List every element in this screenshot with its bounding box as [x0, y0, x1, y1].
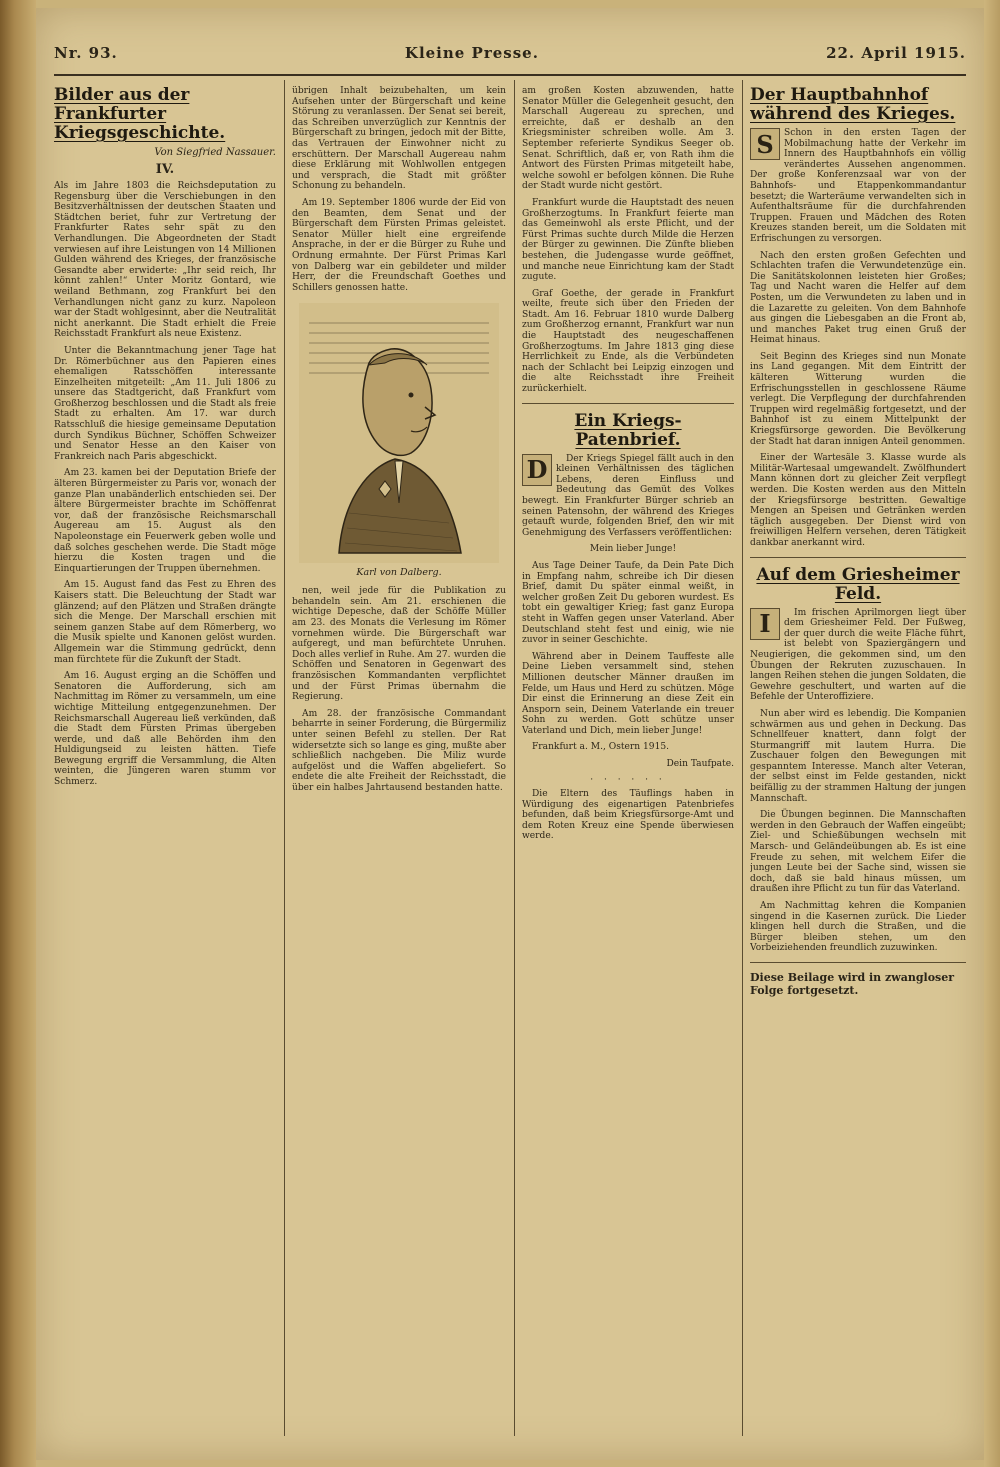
- paragraph: Am 15. August fand das Fest zu Ehren des Kaisers statt. Die Beleuchtung der Stadt war glänzend; auf den Plätzen und Straßen drängte sich die Menge. Der Marschall erschien mit seinem ganzen Stabe auf dem Römerberg, wo die Musik spielte und Kanonen gelöst wurden. Allgemein war die Stimmung gedrückt, denn man fürchtete für die Zukunft der Stadt.: [54, 580, 276, 665]
- issue-date: 22. April 1915.: [826, 44, 966, 62]
- paragraph: Aus Tage Deiner Taufe, da Dein Pate Dich in Empfang nahm, schreibe ich Dir diesen Brief, damit Du später einmal weißt, in welcher großen Zeit Du geboren wurdest. Es tobt ein gewaltiger Krieg; fast ganz Europa steht in Waffen gegen unser Vaterland. Aber Deutschland steht fest und einig, wie nie zuvor in seiner Geschichte.: [522, 560, 734, 646]
- paragraph: Graf Goethe, der gerade in Frankfurt weilte, freute sich über den Frieden der Stadt. Am 16. Februar 1810 wurde Dalberg zum Großherzog ernannt, Frankfurt war nun die Hauptstadt des neugeschaffenen Großherzogtums. Im Jahre 1813 ging diese Herrlichkeit zu Ende, als die Verbündeten nach der Schlacht bei Leipzig einzogen und die alte Reichsstadt ihre Freiheit zurückerhielt.: [522, 288, 734, 395]
- paragraph: Frankfurt wurde die Hauptstadt des neuen Großherzogtums. In Frankfurt feierte man das Gemeinwohl als erste Pflicht, und der Fürst Primas suchte durch Milde die Herzen der Bürger zu gewinnen. Die Zünfte blieben bestehen, die Judengasse wurde geöffnet, und manche neue Einrichtung kam der Stadt zugute.: [522, 197, 734, 283]
- paragraph: Nach den ersten großen Gefechten und Schlachten trafen die Verwundetenzüge ein. Die Sanitätskolonnen leisteten hier Großes; Tag und Nacht waren die Helfer auf dem Posten, um die Verwundeten zu laben und in die Lazarette zu geleiten. Von dem Bahnhofe aus gingen die Liebesgaben an die Front ab, und manches Paket trug einen Gruß der Heimat hinaus.: [750, 250, 966, 346]
- column-rule: [742, 80, 743, 1436]
- paragraph: Die Eltern des Täuflings haben in Würdigung des eigenartigen Patenbriefes befunden, daß beim Kriegsfürsorge-Amt und dem Roten Kreuz eine Spende überwiesen werde.: [522, 789, 734, 842]
- portrait-caption: Karl von Dalberg.: [356, 567, 442, 579]
- drop-cap: S: [750, 128, 780, 160]
- article-title: Auf dem Griesheimer Feld.: [756, 564, 960, 604]
- article-separator: [750, 962, 966, 963]
- signature: Dein Taufpate.: [666, 759, 734, 770]
- paragraph: Schon in den ersten Tagen der Mobilmachung hatte der Verkehr im Innern des Hauptbahnhofs ein völlig verändertes Aussehen angenommen. Der große Konferenzsaal war von der Bahnhofs- und Etappenkommandantur besetzt; die Warteräume verwandelten sich in Aufenthaltsräume für die durchfahrenden Truppen. Frauen und Mädchen des Roten Kreuzes standen bereit, um die Soldaten mit Erfrischungen zu versorgen.: [750, 128, 966, 244]
- paragraph: Im frischen Aprilmorgen liegt über dem Griesheimer Feld. Der Fußweg, der quer durch die weite Fläche führt, ist belebt von Spaziergängern und Neugierigen, die gekommen sind, um den Übungen der Rekruten zuzuschauen. In langen Reihen stehen die jungen Soldaten, die Gewehre geschultert, und warten auf die Befehle der Unteroffiziere.: [750, 607, 966, 703]
- paragraph: nen, weil jede für die Publikation zu behandeln sein. Am 21. erschienen die wichtige Depesche, daß der Schöffe Müller am 23. des Monats die Verlesung im Römer vornehmen würde. Die Bürgerschaft war aufgeregt, und man befürchtete Unruhen. Doch alles verlief in Ruhe. Am 27. wurden die Schöffen und Senatoren in Gegenwart des französischen Kommandanten verpflichtet und der Fürst Primas übernahm die Regierung.: [292, 586, 506, 703]
- article-title: Der Hauptbahnhof während des Krieges.: [750, 86, 956, 124]
- book-spine: [0, 0, 36, 1467]
- paragraph: am großen Kosten abzuwenden, hatte Senator Müller die Gelegenheit gesucht, den Marschall Augereau zu sprechen, und erreichte, daß er deshalb an den Kriegsminister schreiben wolle. Am 3. September referierte Syndikus Seeger ob. Senat. Schriftlich, daß er, von Rath ihm die Antwort des Fürsten Primas mitgeteilt habe, welche sowohl er befolgen können. Die Ruhe der Stadt wurde nicht gestört.: [522, 86, 734, 192]
- drop-cap: D: [522, 454, 552, 486]
- dateline: Frankfurt a. M., Ostern 1915.: [532, 742, 670, 753]
- byline: Von Siegfried Nassauer.: [154, 147, 276, 158]
- issue-number: Nr. 93.: [54, 44, 118, 62]
- article-title: Bilder aus der Frankfurter Kriegsgeschichte.: [54, 86, 226, 143]
- paragraph: Der Kriegs Spiegel fällt auch in den kleinen Verhältnissen des täglichen Lebens, deren Einfluss und Bedeutung das Gemüt des Volkes bewegt. Ein Frankfurter Bürger schrieb an seinen Patensohn, der während des Krieges getauft wurde, folgenden Brief, den wir mit Genehmigung des Verfassers veröffentlichen:: [522, 453, 734, 538]
- footer-note: Diese Beilage wird in zwangloser Folge fortgesetzt.: [750, 970, 955, 997]
- paragraph: Am 23. kamen bei der Deputation Briefe der älteren Bürgermeister zu Paris vor, wonach der ganze Plan unabänderlich entschieden sei. Der ältere Bürgermeister brachte im Schöffenrat vor, daß der französische Reichsmarschall Augereau am 15. August als den Napoleonstage ein Feuerwerk geben wolle und daß solches geschehen werde. Die Stadt möge hierzu die Kosten tragen und die Einquartierungen der Truppen übernehmen.: [54, 468, 276, 574]
- paragraph: Während aber in Deinem Tauffeste alle Deine Lieben versammelt sind, stehen Millionen deutscher Männer draußen im Felde, um Haus und Herd zu schützen. Möge Dir einst die Erinnerung an diese Zeit ein Ansporn sein, Deinem Vaterlande ein treuer Sohn zu werden. Gott schütze unser Vaterland und Dich, mein lieber Junge!: [522, 651, 734, 736]
- drop-cap: I: [750, 608, 780, 640]
- column-rule: [284, 80, 285, 1436]
- salutation: Mein lieber Junge!: [589, 544, 677, 555]
- paragraph: Am 16. August erging an die Schöffen und Senatoren die Aufforderung, sich am Nachmittag im Römer zu versammeln, um eine wichtige Mitteilung entgegenzunehmen. Der Reichsmarschall Augereau ließ verkünden, daß die Stadt dem Fürsten Primas übergeben werde, und daß alle Behörden ihm den Huldigungseid zu leisten hätten. Tiefe Bewegung ergriff die Versammlung, die Alten weinten, die Jüngeren waren stumm vor Schmerz.: [54, 671, 276, 788]
- paragraph: übrigen Inhalt beizubehalten, um kein Aufsehen unter der Bürgerschaft und keine Störung zu veranlassen. Der Senat sei bereit, das Schreiben unverzüglich zur Kenntnis der Bürgerschaft zu bringen, jedoch mit der Bitte, das Vertrauen der Einwohner nicht zu erschüttern. Der Marschall Augereau nahm diese Erklärung mit Wohlwollen entgegen und versprach, die Stadt mit größter Schonung zu behandeln.: [292, 86, 506, 192]
- paragraph: Einer der Wartesäle 3. Klasse wurde als Militär-Wartesaal umgewandelt. Zwölfhundert Mann können dort zu gleicher Zeit verpflegt werden. Die Kosten werden aus den Mitteln der Kriegsfürsorge bestritten. Gewaltige Mengen an Speisen und Getränken werden täglich ausgegeben. Der Dienst wird von freiwilligen Helfern versehen, deren Tätigkeit dankbar anerkannt wird.: [750, 453, 966, 548]
- column-4: [750, 86, 966, 1432]
- section-number: IV.: [155, 162, 175, 177]
- paragraph: Die Übungen beginnen. Die Mannschaften werden in den Gebrauch der Waffen eingeübt; Ziel- und Schießübungen wechseln mit Marsch- und Geländeübungen ab. Es ist eine Freude zu sehen, mit welchem Eifer die jungen Leute bei der Sache sind, wissen sie doch, daß sie bald hinaus müssen, um draußen ihre Pflicht zu tun für das Vaterland.: [750, 810, 966, 895]
- column-rule: [514, 80, 515, 1436]
- paragraph: Unter die Bekanntmachung jener Tage hat Dr. Römerbüchner aus den Papieren eines ehemaligen Ratsschöffen interessante Einzelheiten mitgeteilt: „Am 11. Juli 1806 zu unsere das Stadtgericht, daß Frankfurt vom Großherzog beschlossen und die Stadt als freie Stadt zu erhalten. Am 17. war durch Ratsschluß die hiesige gemeinsame Deputation durch Syndikus Büchner, Schöffen Schweizer und Senator Hesse an den Kaiser von Frankreich nach Paris abgeschickt.: [54, 345, 276, 462]
- article-title: Ein Kriegs-Patenbrief.: [574, 410, 682, 450]
- paragraph: Am Nachmittag kehren die Kompanien singend in die Kasernen zurück. Die Lieder klingen hell durch die Straßen, und die Bürger bleiben stehen, um den Vorbeiziehenden freundlich zuzuwinken.: [750, 901, 966, 954]
- paragraph: Seit Beginn des Krieges sind nun Monate ins Land gegangen. Mit dem Eintritt der kälteren Witterung wurden die Erfrischungsstellen in geschlossene Räume verlegt. Die Verpflegung der durchfahrenden Truppen wird regelmäßig fortgesetzt, und der Bahnhof ist zu einem Mittelpunkt der Kriegsfürsorge geworden. Die Bevölkerung der Stadt hat daran innigen Anteil genommen.: [750, 351, 966, 447]
- newspaper-page: [36, 8, 984, 1460]
- column-2: [292, 86, 506, 1432]
- page-edge: [984, 0, 1000, 1467]
- article-separator: [750, 557, 966, 558]
- masthead: [54, 32, 966, 76]
- paragraph: Am 19. September 1806 wurde der Eid von den Beamten, dem Senat und der Bürgerschaft dem Fürsten Primas geleistet. Senator Müller hielt eine ergreifende Ansprache, in der er die Bürger zu Ruhe und Ordnung ermahnte. Der Fürst Primas Karl von Dalberg war ein gebildeter und milder Herr, der die Freundschaft Goethes und Schillers genossen hatte.: [292, 197, 506, 293]
- paper-name: Kleine Presse.: [404, 44, 539, 62]
- divider: · · · · · ·: [590, 775, 666, 786]
- paragraph: Nun aber wird es lebendig. Die Kompanien schwärmen aus und gehen in Deckung. Das Schnellfeuer knattert, dann folgt der Sturmangriff mit lautem Hurra. Die Zuschauer folgen den Bewegungen mit gespanntem Interesse. Manch alter Veteran, der selbst einst im Felde gestanden, nickt beifällig zu der strammen Haltung der jungen Mannschaft.: [750, 708, 966, 804]
- paragraph: Als im Jahre 1803 die Reichsdeputation zu Regensburg über die Verschiebungen in den Besitzverhältnissen der deutschen Staaten und Städtchen beriet, fuhr zur Vertretung der Frankfurter Rates sehr spät zu den Verhandlungen. Die Abgeordneten der Stadt verwiesen auf ihre Leistungen von 14 Millionen Gulden während des Krieges, der französische Gesandte aber erwiderte: „Ihr seid reich, Ihr könnt zahlen!“ Unter Moritz Gontard, wie weiland Bethmann, zog Frankfurt bei den Verhandlungen nicht ganz zu kurz. Napoleon war der Stadt wohlgesinnt, aber die Neutralität nicht anerkannt. Die Stadt erhielt die Freie Reichsstadt Frankfurt als neue Existenz.: [54, 181, 276, 340]
- column-3: [522, 86, 734, 1432]
- column-1: [54, 86, 276, 1432]
- paragraph: Am 28. der französische Commandant beharrte in seiner Forderung, die Bürgermiliz unter seinen Befehl zu stellen. Der Rat widersetzte sich so lange es ging, mußte aber schließlich nachgeben. Die Miliz wurde aufgelöst und die Waffen abgeliefert. So endete die alte Freiheit der Reichsstadt, die über ein halbes Jahrtausend bestanden hatte.: [292, 708, 506, 793]
- article-separator: [522, 403, 734, 404]
- portrait-engraving: [299, 303, 499, 563]
